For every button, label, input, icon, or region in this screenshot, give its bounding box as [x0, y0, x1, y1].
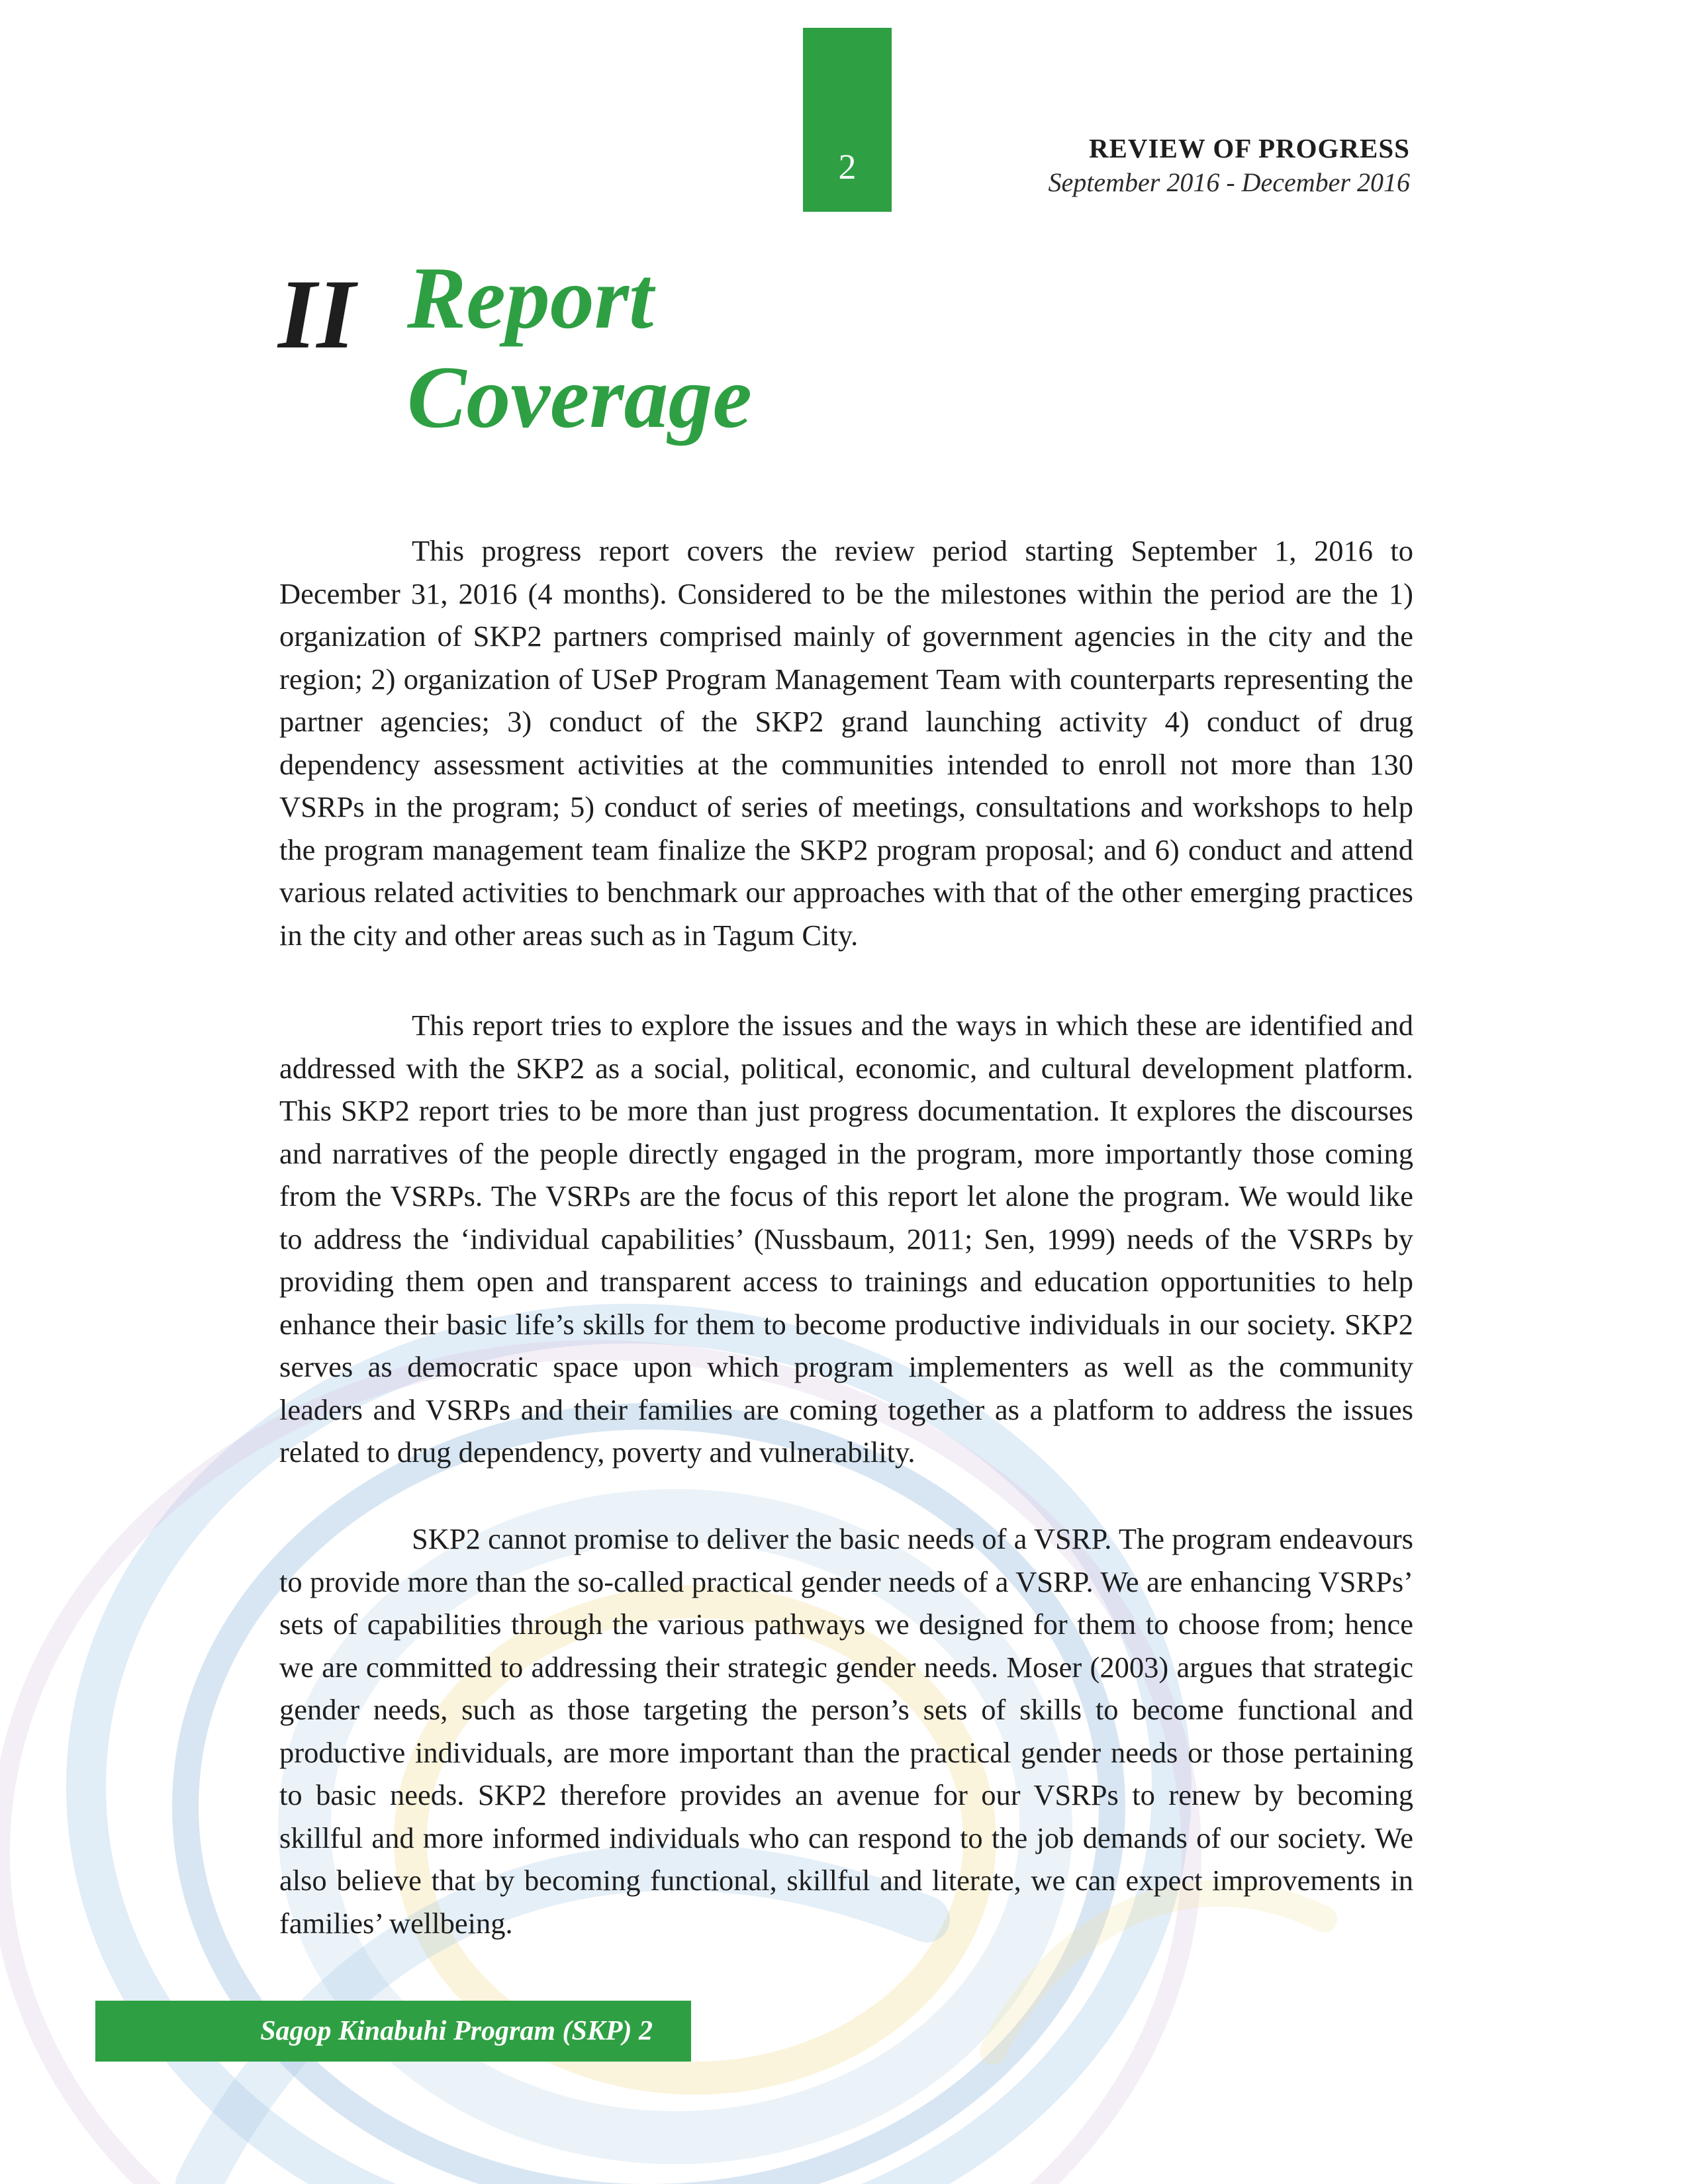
- section-title-line1: Report: [407, 249, 654, 347]
- page-number: 2: [838, 147, 857, 187]
- section-title-line2: Coverage: [407, 348, 752, 446]
- body-paragraph-1: [279, 529, 1413, 956]
- footer-banner: [95, 2001, 691, 2062]
- footer-banner-text: Sagop Kinabuhi Program (SKP) 2: [260, 2016, 653, 2046]
- body-paragraph-2: [279, 1004, 1413, 1474]
- paragraph-text: SKP2 cannot promise to deliver the basic needs of a VSRP. The program endeavours to provide more than the so-called practical gender needs of a VSRP. We are enhancing VSRPs’ sets of capabilities through the various pathways we designed for them to choose from; hence we are committed to addressing their strategic gender needs. Moser (2003) argues that strategic gender needs, such as those targeting the person’s sets of skills to become functional and productive individuals, are more important than the practical gender needs or those pertaining to basic needs. SKP2 therefore provides an avenue for our VSRPs to renew by becoming skillful and more informed individuals who can respond to the job demands of our society. We also believe that by becoming functional, skillful and literate, we can expect improvements in families’ wellbeing.: [279, 1522, 1413, 1940]
- section-numeral: II: [278, 259, 355, 369]
- running-header-dates: September 2016 - December 2016: [1048, 167, 1410, 197]
- running-header-title: REVIEW OF PROGRESS: [1088, 133, 1410, 163]
- section-title: [407, 248, 752, 447]
- page-number-tab: [803, 28, 892, 212]
- paragraph-text: This report tries to explore the issues and the ways in which these are identified and addressed with the SKP2 as a social, political, economic, and cultural development platform. This SKP2 report tries to be more than just progress documentation. It explores the discourses and narratives of the people directly engaged in the program, more importantly those coming from the VSRPs. The VSRPs are the focus of this report let alone the program. We would like to address the ‘individual capabilities’ (Nussbaum, 2011; Sen, 1999) needs of the VSRPs by providing them open and transparent access to trainings and education opportunities to help enhance their basic life’s skills for them to become productive individuals in our society. SKP2 serves as democratic space upon which program implementers as well as the community leaders and VSRPs and their families are coming together as a platform to address the issues related to drug dependency, poverty and vulnerability.: [279, 1009, 1413, 1469]
- paragraph-text: This progress report covers the review period starting September 1, 2016 to December 31, 2016 (4 months). Considered to be the milestones within the period are the 1) organization of SKP2 partners comprised mainly of government agencies in the city and the region; 2) organization of USeP Program Management Team with counterparts representing the partner agencies; 3) conduct of the SKP2 grand launching activity 4) conduct of drug dependency assessment activities at the communities intended to enroll not more than 130 VSRPs in the program; 5) conduct of series of meetings, consultations and workshops to help the program management team finalize the SKP2 program proposal; and 6) conduct and attend various related activities to benchmark our approaches with that of the other emerging practices in the city and other areas such as in Tagum City.: [279, 534, 1413, 952]
- running-header: [1048, 131, 1410, 200]
- body-paragraph-3: [279, 1518, 1413, 1944]
